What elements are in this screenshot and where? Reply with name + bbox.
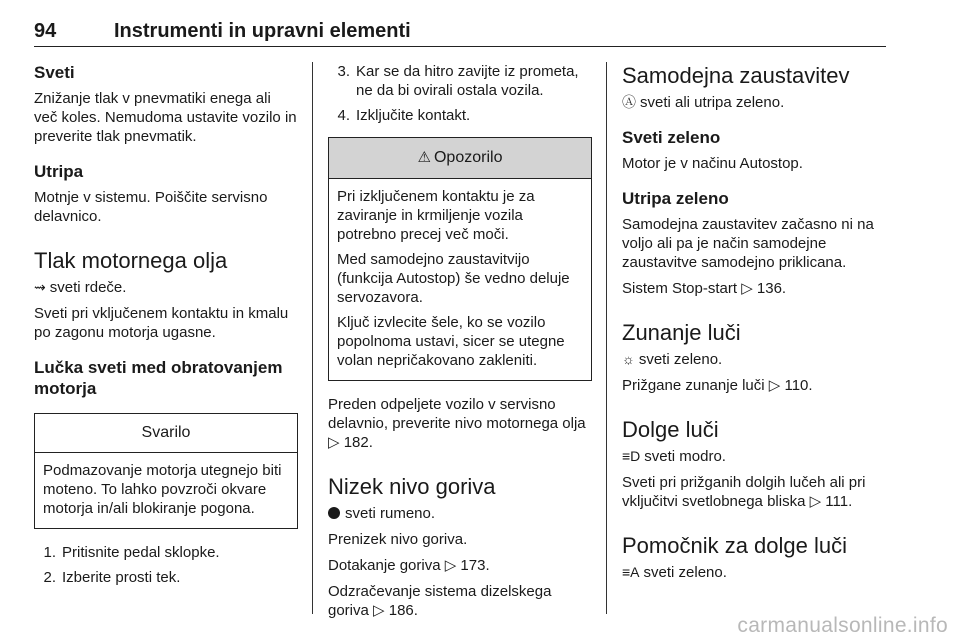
section-title: Nizek nivo goriva: [328, 474, 496, 499]
autostop-icon: Ⓐ: [622, 94, 636, 110]
warning-icon: ⚠: [417, 149, 431, 166]
paragraph: Dotakanje goriva ▷ 173.: [328, 557, 490, 574]
indicator-line: [622, 350, 886, 369]
indicator-line: [328, 504, 592, 523]
column-1: [34, 62, 298, 593]
section-title: Zunanje luči: [622, 320, 741, 345]
watermark: carmanualsonline.info: [737, 614, 948, 637]
list-item: 1. Pritisnite pedal sklopke.: [43, 544, 220, 561]
caution-title: Svarilo: [35, 414, 297, 453]
indicator-text: sveti zeleno.: [638, 351, 723, 368]
paragraph: Prižgane zunanje luči ▷ 110.: [622, 377, 813, 394]
oil-pressure-icon: ⇝: [34, 279, 46, 295]
warning-text: Med samodejno zaustavitvijo (funkcija Autostop) še vedno deluje servozavora.: [337, 251, 570, 306]
high-beam-assist-icon: ≡A: [622, 564, 640, 580]
indicator-line: [34, 278, 298, 297]
section-title: Tlak motornega olja: [34, 248, 228, 273]
indicator-line: [622, 563, 886, 582]
exterior-lights-icon: ☼: [622, 351, 635, 367]
section-heading: Lučka sveti med obratovanjem motorja: [34, 358, 283, 398]
indicator-text: sveti modro.: [644, 448, 726, 465]
page-title: Instrumenti in upravni elementi: [114, 20, 411, 42]
paragraph: Sveti pri vključenem kontaktu in kmalu po zagonu motorja ugasne.: [34, 305, 289, 341]
page-number: 94: [34, 20, 57, 42]
section-heading: Utripa zeleno: [622, 189, 729, 208]
indicator-text: sveti rdeče.: [49, 279, 127, 296]
section-title: Samodejna zaustavitev: [622, 63, 850, 88]
paragraph: Odzračevanje sistema dizelskega goriva ▷ 186.: [328, 583, 552, 619]
warning-text: Pri izključenem kontaktu je za zaviranje in krmiljenje vozila potrebno precej več moči.: [337, 188, 535, 243]
paragraph: Samodejna zaustavitev začasno ni na voljo ali pa je način samodejne zaustavitve samodejno priklicana.: [622, 216, 874, 271]
warning-header: [329, 138, 591, 179]
list-item: 4. Izključite kontakt.: [337, 107, 471, 124]
paragraph: Sveti pri prižganih dolgih lučeh ali pri vključitvi svetlobnega bliska ▷ 111.: [622, 474, 866, 510]
section-title: Pomočnik za dolge luči: [622, 533, 848, 558]
column-3: [622, 62, 886, 589]
caution-text: Podmazovanje motorja utegnejo biti moteno. To lahko povzroči okvare motorja in/ali blokiranje pogona.: [43, 462, 282, 517]
section-heading: Utripa: [34, 162, 84, 181]
indicator-text: sveti zeleno.: [643, 564, 727, 581]
column-divider: [606, 62, 607, 614]
section-title: Dolge luči: [622, 417, 719, 442]
paragraph: Prenizek nivo goriva.: [328, 531, 468, 548]
indicator-line: [622, 93, 886, 112]
indicator-text: sveti rumeno.: [345, 505, 436, 522]
column-2: [328, 62, 592, 627]
warning-title: Opozorilo: [433, 149, 503, 166]
warning-box: [328, 137, 592, 381]
page-header: [34, 12, 886, 47]
paragraph: Sistem Stop-start ▷ 136.: [622, 280, 787, 297]
list-item: 2. Izberite prosti tek.: [43, 569, 181, 586]
warning-text: Ključ izvlecite šele, ko se vozilo popolnoma ustavi, sicer se utegne volan nepričakovano zakleniti.: [337, 314, 565, 369]
caution-box: [34, 413, 298, 529]
column-divider: [312, 62, 313, 614]
high-beam-icon: ≡D: [622, 448, 641, 464]
indicator-line: [622, 447, 886, 466]
paragraph: Znižanje tlak v pnevmatiki enega ali več koles. Nemudoma ustavite vozilo in preverite tlak pnevmatik.: [34, 90, 297, 145]
section-heading: Sveti: [34, 63, 75, 82]
paragraph: Motnje v sistemu. Poiščite servisno delavnico.: [34, 189, 268, 225]
fuel-indicator-icon: [328, 507, 340, 519]
paragraph: Motor je v načinu Autostop.: [622, 155, 803, 172]
paragraph: Preden odpeljete vozilo v servisno delavnio, preverite nivo motornega olja ▷ 182.: [328, 396, 586, 451]
indicator-text: sveti ali utripa zeleno.: [640, 94, 785, 111]
section-heading: Sveti zeleno: [622, 128, 721, 147]
list-item: 3. Kar se da hitro zavijte iz prometa, ne da bi ovirali ostala vozila.: [337, 63, 579, 99]
